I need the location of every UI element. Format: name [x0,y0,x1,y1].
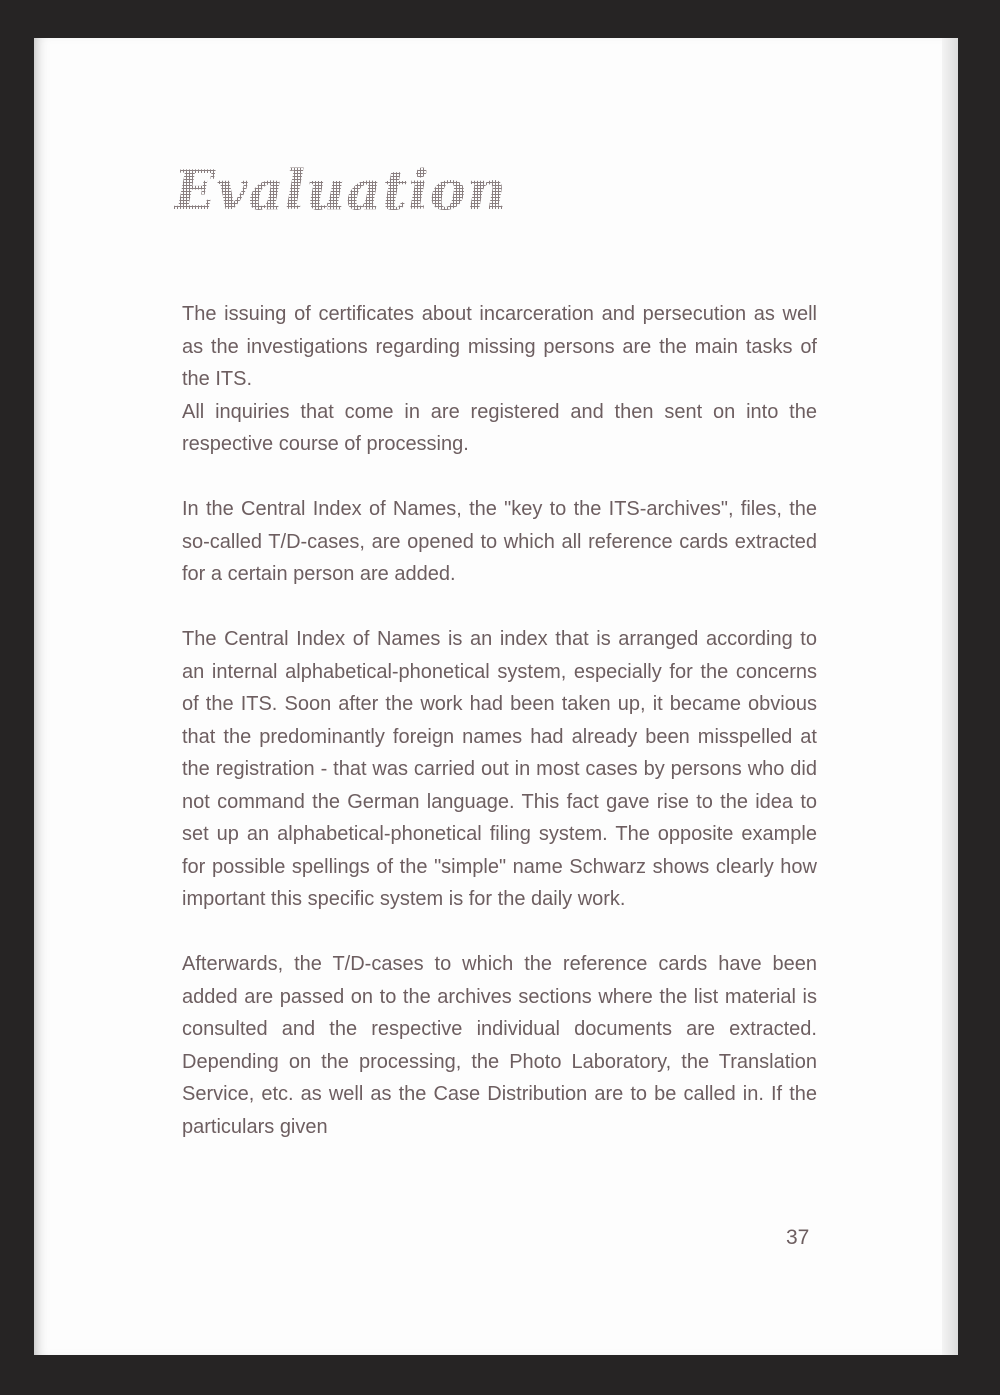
paragraph: In the Central Index of Names, the "key to the ITS-archives", files, the so-called T/D-cases, are opened to which all reference cards extracted for a certain person are added. [182,498,817,585]
paragraph: Afterwards, the T/D-cases to which the reference cards have been added are passed on to the archives sections where the list material is consulted and the respective individual documents are extracted. Depending on the processing, the Photo Laboratory, the Translation Service, etc. as well as the Case Distribution are to be called in. If the particulars given [182,953,817,1138]
paragraph: All inquiries that come in are registered and then sent on into the respective course of processing. [182,400,817,455]
body-text [182,298,817,1143]
page-number: 37 [786,1226,810,1249]
section-heading: Evaluation [174,158,508,222]
book-page [34,38,958,1355]
paragraph: The issuing of certificates about incarceration and persecution as well as the investigations regarding missing persons are the main tasks of the ITS. [182,303,817,390]
paragraph: The Central Index of Names is an index that is arranged according to an internal alphabetical-phonetical system, especially for the concerns of the ITS. Soon after the work had been taken up, it became obvious that the predominantly foreign names had already been misspelled at the registration - that was carried out in most cases by persons who did not command the German language. This fact gave rise to the idea to set up an alphabetical-phonetical filing system. The opposite example for possible spellings of the "simple" name Schwarz shows clearly how important this specific system is for the daily work. [182,628,817,910]
